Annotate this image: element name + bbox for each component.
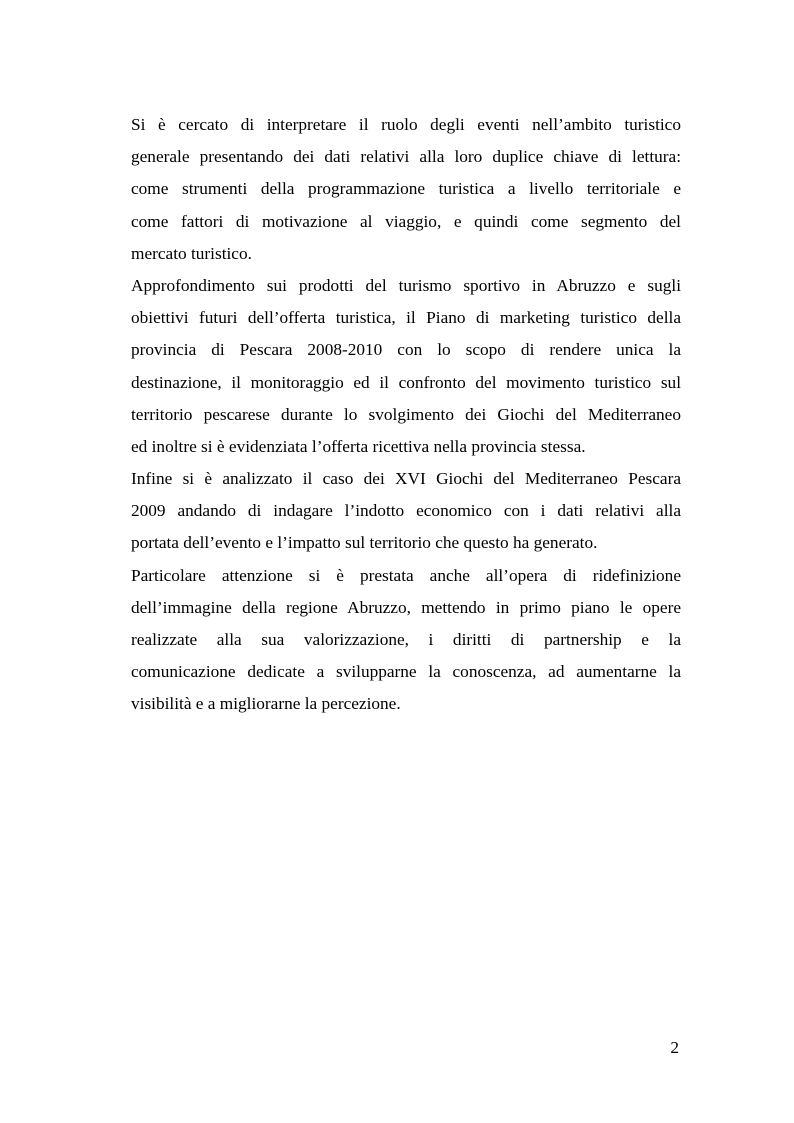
paragraph-1 [131,109,681,270]
page-number: 2 [670,1038,679,1057]
text-line: Particolare attenzione si è prestata anche all’opera di ridefinizione [131,565,681,585]
paragraph-4 [131,560,681,721]
text-line: realizzate alla sua valorizzazione, i diritti di partnership e la [131,630,681,649]
text-line: portata dell’evento e l’impatto sul territorio che questo ha generato. [131,533,598,553]
text-line: come fattori di motivazione al viaggio, e quindi come segmento del [131,211,681,231]
text-line: comunicazione dedicate a svilupparne la conoscenza, ad aumentarne la [131,662,681,682]
paragraph-3 [131,463,681,560]
text-line: generale presentando dei dati relativi alla loro duplice chiave di lettura: [131,147,681,167]
text-line: ed inoltre si è evidenziata l’offerta ricettiva nella provincia stessa. [131,436,586,456]
text-line: visibilità e a migliorarne la percezione. [131,694,401,714]
text-line: come strumenti della programmazione turistica a livello territoriale e [131,179,681,199]
text-line: 2009 andando di indagare l’indotto economico con i dati relativi alla [131,501,681,521]
document-body [131,109,681,721]
text-line: obiettivi futuri dell’offerta turistica, il Piano di marketing turistico della [131,308,681,328]
text-line: provincia di Pescara 2008-2010 con lo scopo di rendere unica la [131,340,681,360]
text-line: Si è cercato di interpretare il ruolo degli eventi nell’ambito turistico [131,115,681,134]
text-line: territorio pescarese durante lo svolgimento dei Giochi del Mediterraneo [131,404,681,424]
text-line: dell’immagine della regione Abruzzo, mettendo in primo piano le opere [131,597,681,617]
text-line: destinazione, il monitoraggio ed il confronto del movimento turistico sul [131,372,681,392]
text-line: mercato turistico. [131,243,252,263]
text-line: Approfondimento sui prodotti del turismo sportivo in Abruzzo e sugli [131,275,681,295]
text-line: Infine si è analizzato il caso dei XVI Giochi del Mediterraneo Pescara [131,469,681,489]
paragraph-2 [131,270,681,463]
